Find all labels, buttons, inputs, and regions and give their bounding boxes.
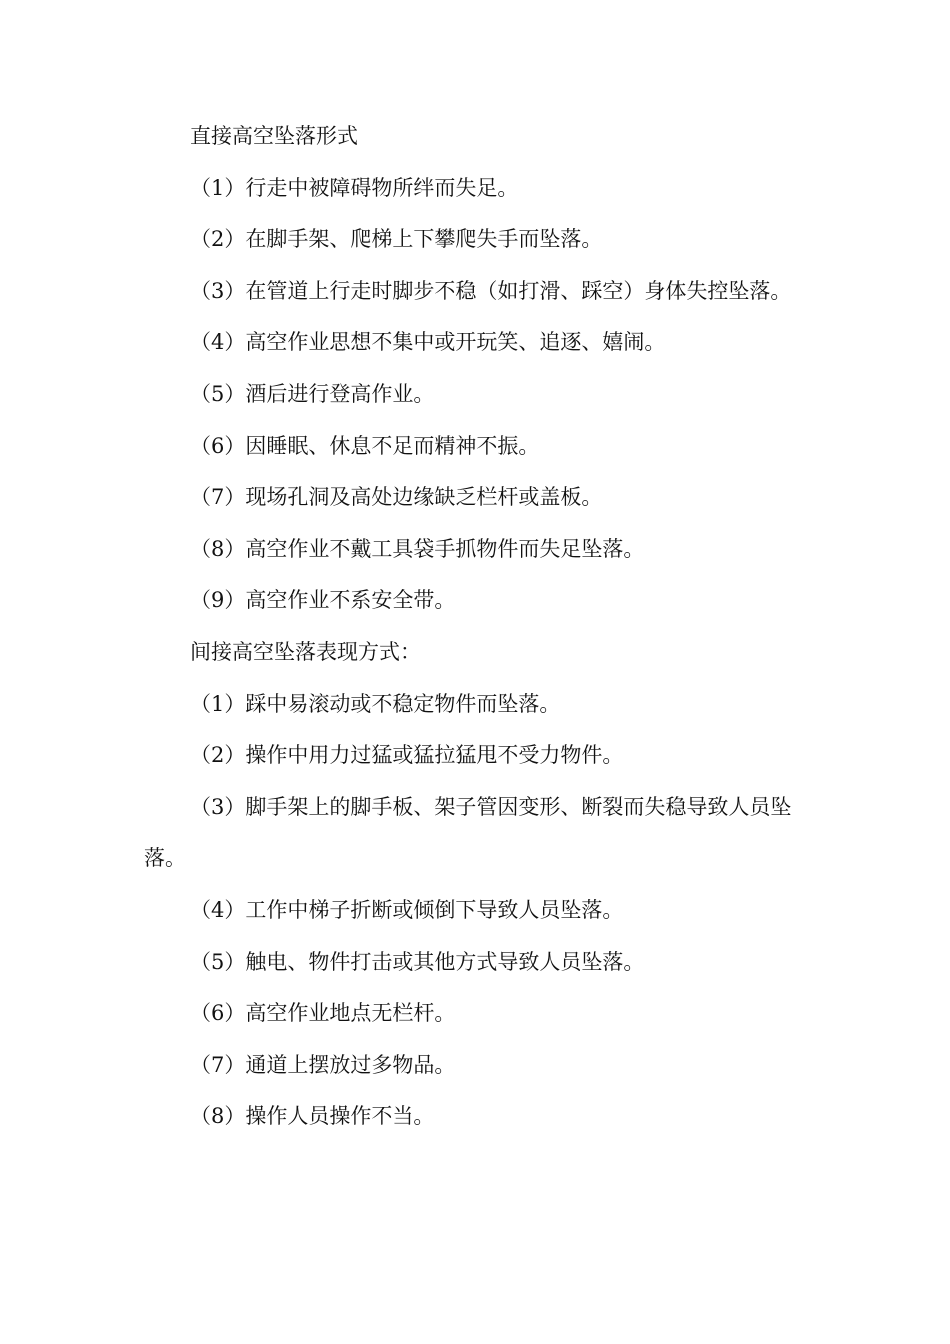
list-item: （6）因睡眠、休息不足而精神不振。 [190, 433, 540, 458]
list-item: （9）高空作业不系安全带。 [190, 588, 456, 613]
list-item: （7）通道上摆放过多物品。 [190, 1052, 456, 1077]
list-item: （5）酒后进行登高作业。 [190, 381, 435, 406]
section-heading-indirect-fall: 间接高空坠落表现方式： [190, 639, 421, 664]
list-item: （5）触电、物件打击或其他方式导致人员坠落。 [190, 949, 645, 974]
section-heading-direct-fall: 直接高空坠落形式 [190, 124, 358, 148]
document-body [144, 111, 806, 1143]
list-item: （3）在管道上行走时脚步不稳（如打滑、踩空）身体失控坠落。 [190, 278, 792, 303]
list-item: （1）行走中被障碍物所绊而失足。 [190, 175, 519, 200]
list-item: （7）现场孔洞及高处边缘缺乏栏杆或盖板。 [190, 485, 603, 510]
list-item: （2）在脚手架、爬梯上下攀爬失手而坠落。 [190, 227, 603, 252]
list-item: （2）操作中用力过猛或猛拉猛甩不受力物件。 [190, 743, 624, 768]
list-item: （3）脚手架上的脚手板、架子管因变形、断裂而失稳导致人员坠落。 [144, 794, 792, 871]
list-item: （8）高空作业不戴工具袋手抓物件而失足坠落。 [190, 536, 645, 561]
list-item: （8）操作人员操作不当。 [190, 1104, 435, 1129]
list-item: （6）高空作业地点无栏杆。 [190, 1001, 456, 1026]
list-item: （4）工作中梯子折断或倾倒下导致人员坠落。 [190, 897, 624, 922]
list-item: （1）踩中易滚动或不稳定物件而坠落。 [190, 691, 561, 716]
list-item: （4）高空作业思想不集中或开玩笑、追逐、嬉闹。 [190, 330, 666, 355]
